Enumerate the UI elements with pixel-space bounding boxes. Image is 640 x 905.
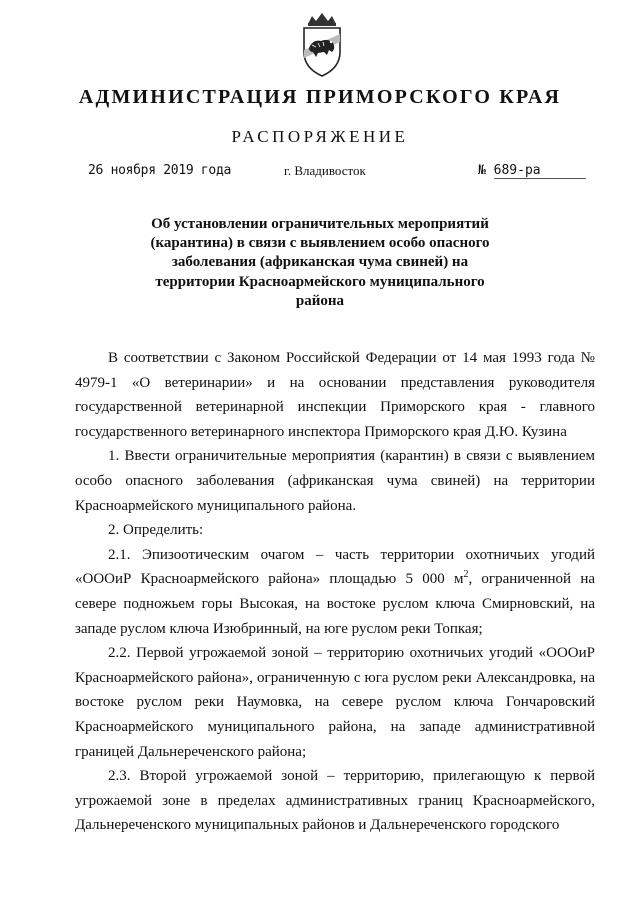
square-superscript: 2 — [463, 569, 469, 581]
document-type: РАСПОРЯЖЕНИЕ — [231, 127, 409, 146]
coat-of-arms-icon — [298, 10, 346, 80]
document-date: 26 ноября 2019 года — [88, 163, 232, 178]
organization-title: АДМИНИСТРАЦИЯ ПРИМОРСКОГО КРАЯ — [78, 86, 562, 108]
paragraph-2-1-start: 2.1. Эпизоотическим очагом – часть территории охотничьих угодий «ОООиР Красноармейского района» площадью 5 000 м — [75, 546, 595, 588]
document-number — [478, 163, 586, 179]
paragraph-2-1 — [75, 543, 595, 641]
number-prefix: № — [478, 163, 486, 178]
number-value: 689-ра — [494, 163, 586, 179]
document-body — [75, 346, 595, 838]
document-city: г. Владивосток — [284, 163, 366, 178]
paragraph-2: 2. Определить: — [108, 522, 204, 539]
paragraph-2-1-end: , ограниченной на севере подножьем горы Высокая, на востоке руслом ключа Смирновский, на западе руслом ключа Изюбринный, на юге руслом реки Топкая; — [75, 571, 596, 637]
preamble-paragraph: В соответствии с Законом Российской Федерации от 14 мая 1993 года № 4979-1 «О ветеринарии» и на основании представления руководителя государственной ветеринарной инспекции Приморского края - главного государственного ветеринарного инспектора Приморского края Д.Ю. Кузина — [75, 350, 595, 440]
paragraph-2-2: 2.2. Первой угрожаемой зоной – территорию охотничьих угодий «ОООиР Красноармейского района», ограниченную с юга руслом реки Александровка, на востоке руслом реки Наумовка, на севере руслом ключа Гончаровский Красноармейского муниципального района, на западе административной границей Дальнереченского района; — [75, 645, 595, 760]
paragraph-2-3: 2.3. Второй угрожаемой зоной – территорию, прилегающую к первой угрожаемой зоне в пределах административных границ Красноармейского, Дальнереченского муниципальных районов и Дальнереченского городского — [75, 768, 595, 834]
paragraph-1: 1. Ввести ограничительные мероприятия (карантин) в связи с выявлением особо опасного заболевания (африканская чума свиней) на территории Красноармейского муниципального района. — [75, 448, 595, 514]
document-subject: Об установлении ограничительных мероприятий (карантина) в связи с выявлением особо опасного заболевания (африканская чума свиней) на территории Красноармейского муниципального района — [150, 216, 490, 309]
